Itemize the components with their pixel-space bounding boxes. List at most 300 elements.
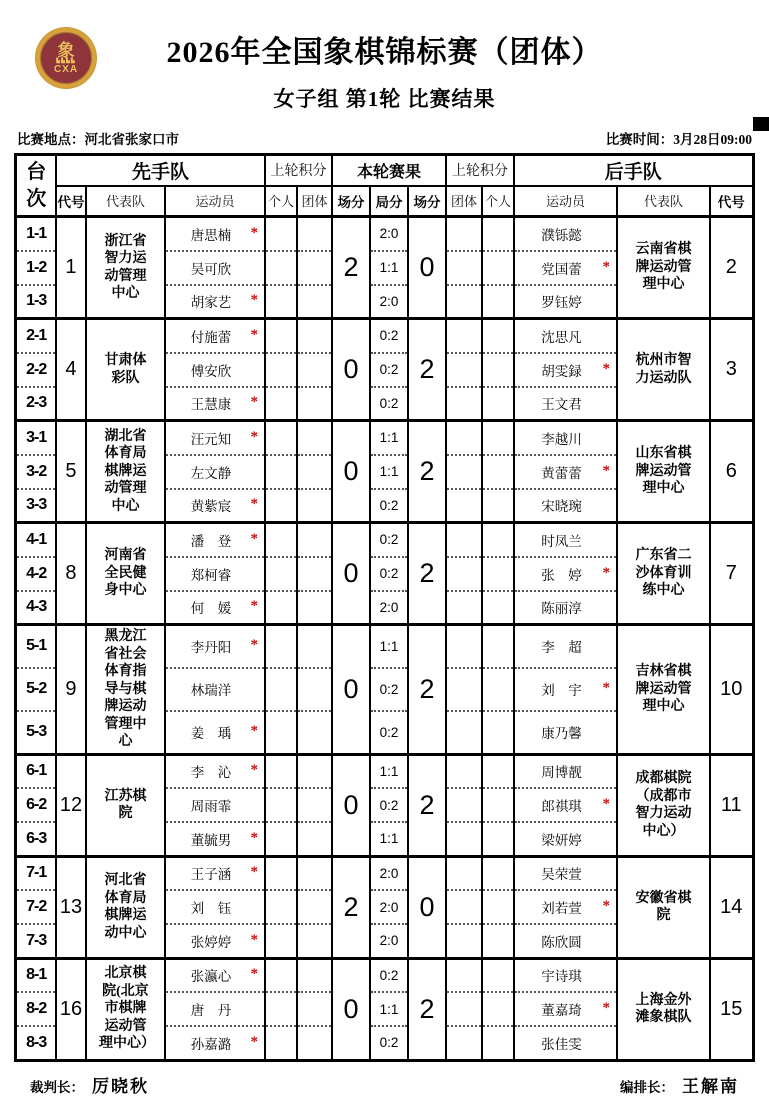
board-label: 3-2 — [16, 455, 56, 489]
match-block — [16, 319, 753, 421]
chief-referee — [30, 1072, 149, 1097]
prev-team-right — [446, 387, 482, 421]
prev-individual-left — [265, 319, 297, 353]
player-name: 王文君 — [541, 397, 582, 413]
prev-individual-right — [482, 668, 514, 711]
prev-team-left — [297, 489, 332, 523]
team-code-left: 1 — [56, 217, 86, 319]
team-code-right: 2 — [710, 217, 753, 319]
prev-individual-right — [482, 856, 514, 890]
player-cell-left — [165, 523, 265, 557]
match-score-right: 0 — [408, 856, 446, 958]
player-name: 刘 钰 — [190, 901, 232, 916]
prev-individual-right — [482, 421, 514, 455]
player-name: 傅安欣 — [190, 363, 232, 379]
player-cell-left — [165, 319, 265, 353]
header-team-left: 代表队 — [86, 186, 165, 217]
board-label: 4-3 — [16, 591, 56, 625]
player-name: 宋晓琬 — [541, 499, 582, 515]
player-name: 何 媛 — [190, 601, 232, 617]
star-icon: * — [250, 966, 258, 983]
header-team-right: 代表队 — [617, 186, 710, 217]
player-cell-left — [165, 285, 265, 319]
prev-individual-left — [265, 421, 297, 455]
table-row — [16, 186, 753, 217]
board-label: 7-3 — [16, 924, 56, 958]
star-icon: * — [250, 598, 258, 615]
prev-individual-left — [265, 958, 297, 992]
team-code-left: 8 — [56, 523, 86, 625]
prev-team-right — [446, 788, 482, 822]
player-name: 唐 丹 — [190, 1003, 232, 1018]
team-code-left: 12 — [56, 754, 86, 856]
board-score: 0:2 — [370, 489, 408, 523]
board-label: 1-3 — [16, 285, 56, 319]
team-name-left: 浙江省智力运动管理中心 — [86, 217, 165, 319]
match-score-left: 0 — [332, 319, 370, 421]
player-name: 时凤兰 — [541, 533, 582, 549]
header-teampoints-left: 团体 — [297, 186, 332, 217]
prev-individual-left — [265, 387, 297, 421]
header-player-left: 运动员 — [165, 186, 265, 217]
match-score-right: 2 — [408, 958, 446, 1060]
player-cell-right — [514, 489, 617, 523]
prev-individual-right — [482, 319, 514, 353]
player-cell-right — [514, 625, 617, 668]
board-label: 6-2 — [16, 788, 56, 822]
prev-individual-left — [265, 489, 297, 523]
team-name-right: 上海金外滩象棋队 — [617, 958, 710, 1060]
arranger-name: 王解南 — [682, 1076, 739, 1096]
team-name-right: 广东省二沙体育训练中心 — [617, 523, 710, 625]
prev-individual-left — [265, 711, 297, 754]
team-name-left: 甘肃体彩队 — [86, 319, 165, 421]
xiangqi-piece-icon: 象 — [57, 40, 75, 60]
board-score: 1:1 — [370, 455, 408, 489]
player-name: 董毓男 — [190, 832, 232, 848]
board-label: 8-2 — [16, 992, 56, 1026]
prev-team-right — [446, 217, 482, 251]
match-block — [16, 856, 753, 958]
player-cell-left — [165, 591, 265, 625]
player-name: 罗钰婷 — [541, 295, 582, 311]
team-name-right: 吉林省棋牌运动管理中心 — [617, 625, 710, 755]
arranger-label: 编排长： — [620, 1079, 674, 1095]
star-icon: * — [250, 394, 258, 411]
player-name: 康乃馨 — [541, 726, 582, 742]
prev-individual-left — [265, 754, 297, 788]
header-prev-points-right: 上轮积分 — [446, 155, 514, 186]
team-name-right: 安徽省棋院 — [617, 856, 710, 958]
board-score: 0:2 — [370, 958, 408, 992]
prev-individual-left — [265, 251, 297, 285]
page-subtitle: 女子组 第1轮 比赛结果 — [273, 87, 496, 111]
player-cell-right — [514, 1026, 617, 1060]
match-score-right: 2 — [408, 523, 446, 625]
player-name: 付施蕾 — [190, 329, 232, 345]
board-label: 5-1 — [16, 625, 56, 668]
match-score-left: 0 — [332, 523, 370, 625]
prev-team-right — [446, 822, 482, 856]
prev-team-right — [446, 489, 482, 523]
header-prev-points-left: 上轮积分 — [265, 155, 332, 186]
prev-individual-left — [265, 625, 297, 668]
prev-individual-right — [482, 958, 514, 992]
star-icon: * — [250, 762, 258, 779]
prev-individual-right — [482, 822, 514, 856]
player-cell-left — [165, 788, 265, 822]
prev-team-left — [297, 523, 332, 557]
time-label: 比赛时间： — [605, 132, 674, 147]
logo-acronym: CXA — [53, 63, 79, 75]
player-cell-right — [514, 992, 617, 1026]
player-name: 李 超 — [541, 640, 582, 656]
player-name: 陈欣圆 — [541, 934, 582, 950]
board-score: 1:1 — [370, 992, 408, 1026]
prev-team-right — [446, 591, 482, 625]
star-icon: * — [602, 564, 610, 581]
player-name: 周雨霏 — [190, 799, 232, 814]
match-block — [16, 421, 753, 523]
player-name: 王子涵 — [190, 867, 232, 883]
player-cell-left — [165, 856, 265, 890]
federation-logo-icon — [36, 28, 96, 88]
prev-individual-left — [265, 668, 297, 711]
player-name: 刘若萱 — [541, 901, 582, 916]
star-icon: * — [602, 258, 610, 275]
team-code-left: 9 — [56, 625, 86, 755]
header-teampoints-right: 团体 — [446, 186, 482, 217]
prev-team-left — [297, 788, 332, 822]
star-icon: * — [602, 1000, 610, 1017]
board-score: 2:0 — [370, 285, 408, 319]
player-name: 濮铄懿 — [541, 227, 582, 243]
player-name: 胡家艺 — [190, 295, 232, 311]
player-cell-left — [165, 754, 265, 788]
prev-team-left — [297, 285, 332, 319]
prev-individual-right — [482, 557, 514, 591]
wall-motif-icon: ▙▙▙▙ — [56, 58, 76, 64]
prev-individual-right — [482, 992, 514, 1026]
board-score: 1:1 — [370, 754, 408, 788]
prev-team-right — [446, 523, 482, 557]
prev-individual-right — [482, 285, 514, 319]
match-block — [16, 958, 753, 1060]
prev-individual-right — [482, 890, 514, 924]
player-cell-right — [514, 856, 617, 890]
team-code-right: 3 — [710, 319, 753, 421]
team-code-right: 14 — [710, 856, 753, 958]
prev-team-right — [446, 421, 482, 455]
meta-row — [17, 128, 752, 148]
player-cell-right — [514, 387, 617, 421]
prev-team-right — [446, 890, 482, 924]
board-label: 6-1 — [16, 754, 56, 788]
match-score-right: 0 — [408, 217, 446, 319]
player-cell-right — [514, 217, 617, 251]
table-header — [16, 155, 753, 217]
prev-individual-left — [265, 1026, 297, 1060]
player-name: 张 婷 — [541, 567, 582, 583]
player-cell-left — [165, 992, 265, 1026]
prev-team-left — [297, 754, 332, 788]
player-cell-left — [165, 668, 265, 711]
prev-individual-left — [265, 557, 297, 591]
prev-individual-left — [265, 285, 297, 319]
star-icon: * — [250, 931, 258, 948]
prev-team-right — [446, 754, 482, 788]
player-name: 郎祺琪 — [541, 799, 582, 814]
referee-label: 裁判长： — [30, 1079, 84, 1095]
table-row — [16, 856, 753, 890]
prev-individual-right — [482, 591, 514, 625]
venue — [17, 128, 179, 148]
prev-individual-right — [482, 387, 514, 421]
prev-team-left — [297, 625, 332, 668]
venue-value: 河北省张家口市 — [84, 132, 179, 147]
prev-individual-left — [265, 890, 297, 924]
header-round-result: 本轮赛果 — [332, 155, 446, 186]
header-matchpoints-right: 场分 — [408, 186, 446, 217]
prev-team-right — [446, 285, 482, 319]
player-cell-left — [165, 625, 265, 668]
prev-team-right — [446, 251, 482, 285]
board-score: 0:2 — [370, 387, 408, 421]
match-score-left: 0 — [332, 625, 370, 755]
board-score: 2:0 — [370, 856, 408, 890]
print-corner-mark — [753, 117, 769, 131]
player-cell-left — [165, 421, 265, 455]
board-label: 1-1 — [16, 217, 56, 251]
player-name: 张婷婷 — [190, 934, 232, 950]
match-score-right: 2 — [408, 421, 446, 523]
prev-individual-left — [265, 856, 297, 890]
team-code-right: 15 — [710, 958, 753, 1060]
header-second-mover: 后手队 — [514, 155, 753, 186]
board-score: 0:2 — [370, 523, 408, 557]
player-cell-right — [514, 788, 617, 822]
team-name-left: 黑龙江省社会体育指导与棋牌运动管理中心 — [86, 625, 165, 755]
prev-team-left — [297, 924, 332, 958]
board-label: 6-3 — [16, 822, 56, 856]
header-code-right: 代号 — [710, 186, 753, 217]
star-icon: * — [250, 637, 258, 654]
team-name-right: 成都棋院（成都市智力运动中心） — [617, 754, 710, 856]
player-cell-right — [514, 251, 617, 285]
prev-team-left — [297, 591, 332, 625]
prev-team-right — [446, 455, 482, 489]
star-icon: * — [602, 462, 610, 479]
player-cell-left — [165, 711, 265, 754]
board-label: 8-1 — [16, 958, 56, 992]
prev-team-right — [446, 958, 482, 992]
player-name: 唐思楠 — [190, 227, 232, 243]
prev-individual-right — [482, 924, 514, 958]
prev-individual-left — [265, 523, 297, 557]
table-row — [16, 523, 753, 557]
star-icon: * — [250, 829, 258, 846]
board-score: 1:1 — [370, 421, 408, 455]
prev-team-left — [297, 822, 332, 856]
player-name: 汪元知 — [190, 431, 232, 447]
board-label: 8-3 — [16, 1026, 56, 1060]
player-cell-left — [165, 353, 265, 387]
player-cell-right — [514, 754, 617, 788]
player-cell-right — [514, 353, 617, 387]
player-name: 郑柯睿 — [190, 567, 232, 583]
player-cell-left — [165, 557, 265, 591]
results-table — [14, 153, 754, 1062]
player-name: 王慧康 — [190, 397, 232, 413]
prev-team-left — [297, 992, 332, 1026]
player-name: 张瀛心 — [190, 969, 232, 985]
prev-team-left — [297, 711, 332, 754]
board-score: 0:2 — [370, 711, 408, 754]
prev-individual-left — [265, 822, 297, 856]
player-cell-right — [514, 557, 617, 591]
prev-individual-left — [265, 591, 297, 625]
board-score: 2:0 — [370, 890, 408, 924]
player-name: 潘 登 — [190, 533, 232, 549]
header-individual-right: 个人 — [482, 186, 514, 217]
board-label: 4-2 — [16, 557, 56, 591]
match-score-right: 2 — [408, 319, 446, 421]
player-cell-right — [514, 668, 617, 711]
player-name: 黄紫宸 — [190, 499, 232, 515]
player-name: 党国蕾 — [541, 261, 582, 277]
board-score: 0:2 — [370, 353, 408, 387]
team-name-right: 杭州市智力运动队 — [617, 319, 710, 421]
player-cell-right — [514, 822, 617, 856]
player-name: 姜 瑀 — [190, 726, 232, 742]
match-score-left: 0 — [332, 754, 370, 856]
board-score: 0:2 — [370, 1026, 408, 1060]
star-icon: * — [602, 680, 610, 697]
player-name: 左文静 — [190, 465, 232, 481]
team-code-left: 5 — [56, 421, 86, 523]
match-block — [16, 217, 753, 319]
star-icon: * — [250, 530, 258, 547]
board-label: 4-1 — [16, 523, 56, 557]
prev-team-left — [297, 251, 332, 285]
player-name: 黄蕾蕾 — [541, 465, 582, 481]
board-score: 0:2 — [370, 319, 408, 353]
prev-team-right — [446, 924, 482, 958]
board-score: 2:0 — [370, 924, 408, 958]
team-name-left: 北京棋院(北京市棋牌运动管理中心） — [86, 958, 165, 1060]
player-cell-left — [165, 1026, 265, 1060]
player-cell-right — [514, 890, 617, 924]
header-individual-left: 个人 — [265, 186, 297, 217]
prev-team-left — [297, 319, 332, 353]
star-icon: * — [602, 898, 610, 915]
prev-team-right — [446, 1026, 482, 1060]
player-name: 林瑞洋 — [190, 683, 232, 699]
time-value: 3月28日09:00 — [673, 132, 752, 147]
board-score: 1:1 — [370, 822, 408, 856]
prev-team-right — [446, 557, 482, 591]
match-block — [16, 754, 753, 856]
referee-name: 厉晓秋 — [92, 1076, 149, 1096]
board-score: 1:1 — [370, 251, 408, 285]
player-cell-left — [165, 958, 265, 992]
player-name: 陈丽淳 — [541, 601, 582, 617]
prev-team-left — [297, 455, 332, 489]
star-icon: * — [250, 326, 258, 343]
board-score: 0:2 — [370, 788, 408, 822]
player-cell-right — [514, 421, 617, 455]
team-code-left: 4 — [56, 319, 86, 421]
player-name: 胡雯録 — [541, 363, 582, 379]
match-score-left: 0 — [332, 958, 370, 1060]
player-cell-left — [165, 251, 265, 285]
player-cell-left — [165, 822, 265, 856]
player-cell-left — [165, 455, 265, 489]
header-gamepoints: 局分 — [370, 186, 408, 217]
table-row — [16, 217, 753, 251]
star-icon: * — [250, 496, 258, 513]
prev-team-left — [297, 421, 332, 455]
team-code-left: 13 — [56, 856, 86, 958]
header-code-left: 代号 — [56, 186, 86, 217]
board-score: 0:2 — [370, 668, 408, 711]
match-block — [16, 625, 753, 755]
team-code-right: 6 — [710, 421, 753, 523]
player-cell-right — [514, 319, 617, 353]
player-name: 梁妍婷 — [541, 832, 582, 848]
prev-individual-left — [265, 353, 297, 387]
team-name-right: 山东省棋牌运动管理中心 — [617, 421, 710, 523]
player-cell-right — [514, 285, 617, 319]
prev-individual-right — [482, 489, 514, 523]
player-name: 李丹阳 — [190, 640, 232, 656]
player-name: 沈思凡 — [541, 329, 582, 345]
prev-team-left — [297, 557, 332, 591]
prev-individual-right — [482, 251, 514, 285]
match-score-right: 2 — [408, 754, 446, 856]
board-label: 2-1 — [16, 319, 56, 353]
board-label: 1-2 — [16, 251, 56, 285]
team-name-left: 湖北省体育局棋牌运动管理中心 — [86, 421, 165, 523]
match-score-left: 0 — [332, 421, 370, 523]
match-block — [16, 523, 753, 625]
prev-individual-right — [482, 217, 514, 251]
table-row — [16, 958, 753, 992]
venue-label: 比赛地点： — [17, 132, 85, 147]
player-name: 李 沁 — [190, 765, 232, 781]
prev-individual-left — [265, 924, 297, 958]
player-cell-left — [165, 924, 265, 958]
team-code-right: 7 — [710, 523, 753, 625]
prev-team-right — [446, 319, 482, 353]
board-label: 2-3 — [16, 387, 56, 421]
prev-individual-left — [265, 455, 297, 489]
star-icon: * — [250, 864, 258, 881]
player-cell-right — [514, 455, 617, 489]
table-row — [16, 319, 753, 353]
player-cell-left — [165, 217, 265, 251]
header-first-mover: 先手队 — [56, 155, 265, 186]
match-score-left: 2 — [332, 856, 370, 958]
board-label: 3-3 — [16, 489, 56, 523]
board-label: 7-1 — [16, 856, 56, 890]
star-icon: * — [250, 1033, 258, 1050]
prev-individual-left — [265, 788, 297, 822]
team-code-right: 10 — [710, 625, 753, 755]
player-cell-left — [165, 489, 265, 523]
board-score: 0:2 — [370, 557, 408, 591]
prev-individual-right — [482, 788, 514, 822]
